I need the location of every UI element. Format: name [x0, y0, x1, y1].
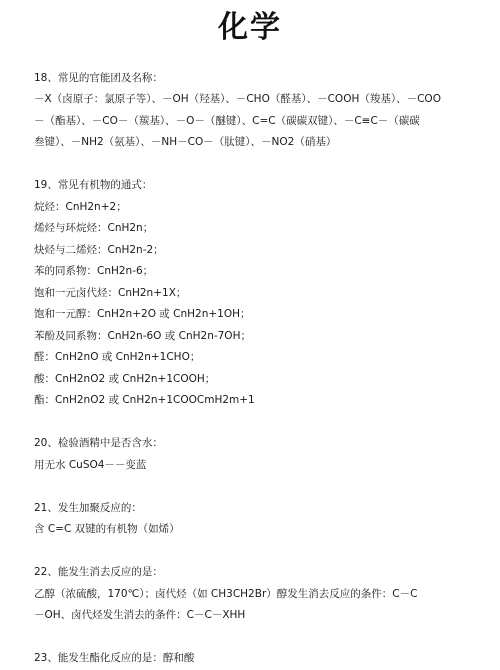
- text-line: 酯：CnH2nO2 或 CnH2n+1COOCmH2m+1: [34, 394, 255, 406]
- text-line: 含 C=C 双键的有机物（如烯）: [34, 523, 180, 535]
- section-heading: 19、常见有机物的通式：: [34, 179, 153, 191]
- section-spacer: [34, 627, 474, 649]
- section-23: [34, 648, 474, 670]
- text-line: 烯烃与环烷烃：CnH2n；: [34, 222, 154, 234]
- text-line: 饱和一元卤代烃：CnH2n+1X；: [34, 286, 187, 299]
- text-line: 烷烃：CnH2n+2；: [34, 200, 127, 213]
- section-heading: 22、能发生消去反应的是：: [34, 566, 163, 578]
- text-line: －X（卤原子：氯原子等）、－OH（羟基）、－CHO（醛基）、－COOH（羧基）、－COO: [34, 93, 441, 105]
- text-line: 用无水 CuSO4－－变蓝: [34, 458, 147, 471]
- text-line: 炔烃与二烯烃：CnH2n-2；: [34, 243, 164, 256]
- text-line: 醛：CnH2nO 或 CnH2n+1CHO；: [34, 351, 201, 363]
- document-body: [34, 46, 474, 670]
- section-heading: 23、能发生酯化反应的是：醇和酸: [34, 652, 195, 664]
- section-22: [34, 562, 474, 627]
- section-heading: 18、常见的官能团及名称：: [34, 71, 163, 84]
- text-line: －OH、卤代烃发生消去的条件：C－C－XHH: [34, 609, 246, 621]
- text-line: 酸：CnH2nO2 或 CnH2n+1COOH；: [34, 372, 216, 385]
- text-line: －（酯基）、－CO－（羰基）、－O－（醚键）、C=C（碳碳双键）、－C≡C－（碳碳: [34, 114, 420, 127]
- section-spacer: [34, 541, 474, 563]
- section-spacer: [34, 412, 474, 434]
- section-18: [34, 68, 474, 154]
- section-spacer: [34, 154, 474, 176]
- section-heading: 20、检验酒精中是否含水：: [34, 437, 163, 449]
- page-title: 化学: [218, 10, 282, 45]
- section-heading: 21、发生加聚反应的：: [34, 501, 142, 514]
- text-line: 苯酚及同系物：CnH2n-6O 或 CnH2n-7OH；: [34, 329, 251, 342]
- text-line: 乙醇（浓硫酸，170℃）；卤代烃（如 CH3CH2Br）醇发生消去反应的条件：C－C: [34, 587, 418, 600]
- text-line: 苯的同系物：CnH2n-6；: [34, 265, 154, 277]
- text-line: 饱和一元醇：CnH2n+2O 或 CnH2n+1OH；: [34, 308, 251, 320]
- section-spacer: [34, 46, 474, 68]
- section-19: [34, 175, 474, 412]
- text-line: 叁键）、－NH2（氨基）、－NH－CO－（肽键）、－NO2（硝基）: [34, 136, 337, 148]
- section-20: [34, 433, 474, 476]
- section-21: [34, 498, 474, 541]
- section-spacer: [34, 476, 474, 498]
